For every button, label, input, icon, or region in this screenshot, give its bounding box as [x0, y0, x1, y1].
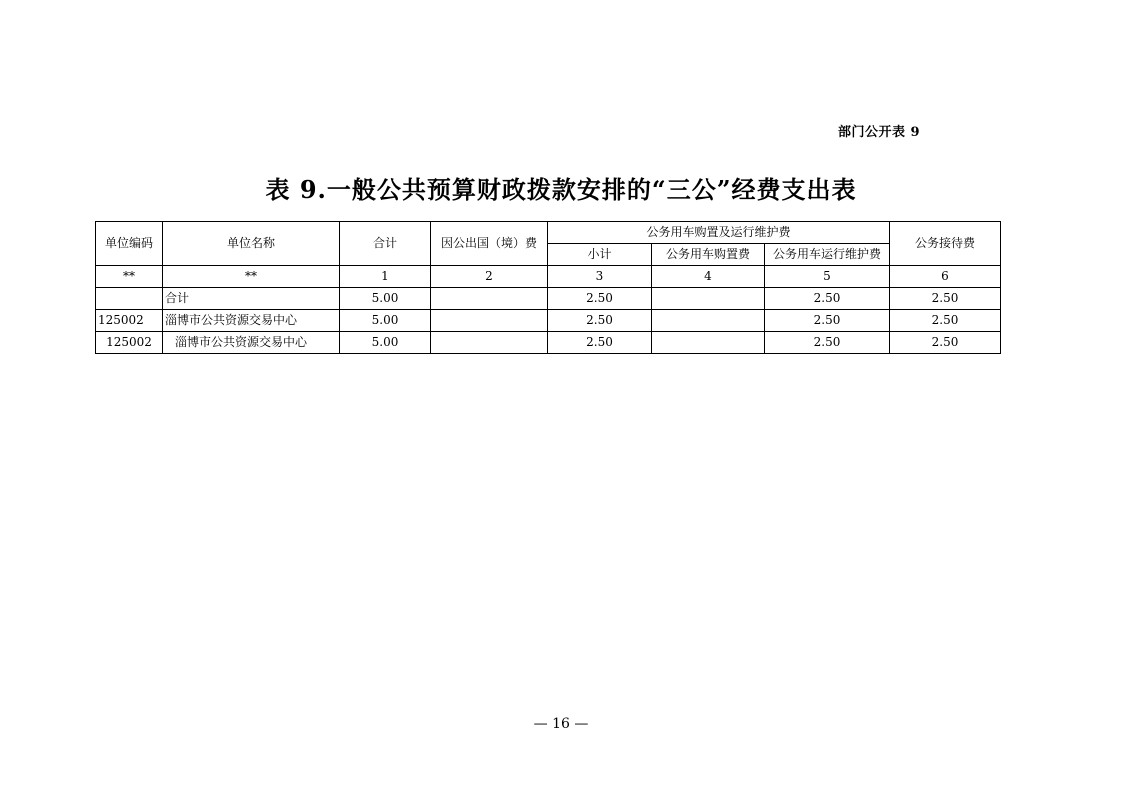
cell-overseas	[431, 288, 548, 310]
cell-unit-code: 125002	[96, 332, 163, 354]
cell-vehicle-purchase	[652, 310, 765, 332]
index-cell: **	[96, 266, 163, 288]
header-reception: 公务接待费	[890, 222, 1001, 266]
index-cell: 2	[431, 266, 548, 288]
cell-overseas	[431, 310, 548, 332]
index-cell: 6	[890, 266, 1001, 288]
cell-reception: 2.50	[890, 288, 1001, 310]
cell-vehicle-subtotal: 2.50	[548, 332, 652, 354]
cell-reception: 2.50	[890, 310, 1001, 332]
cell-unit-name: 合计	[163, 288, 340, 310]
cell-vehicle-subtotal: 2.50	[548, 288, 652, 310]
header-row-1	[96, 222, 1001, 244]
table-row	[96, 310, 1001, 332]
cell-reception: 2.50	[890, 332, 1001, 354]
cell-unit-name: 淄博市公共资源交易中心	[163, 332, 340, 354]
table-row	[96, 288, 1001, 310]
cell-total: 5.00	[340, 332, 431, 354]
header-vehicle-subtotal: 小计	[548, 244, 652, 266]
cell-unit-name: 淄博市公共资源交易中心	[163, 310, 340, 332]
expense-table	[95, 221, 1001, 354]
cell-total: 5.00	[340, 310, 431, 332]
cell-vehicle-purchase	[652, 332, 765, 354]
index-row	[96, 266, 1001, 288]
cell-vehicle-subtotal: 2.50	[548, 310, 652, 332]
header-total: 合计	[340, 222, 431, 266]
cell-vehicle-operation: 2.50	[765, 310, 890, 332]
cell-vehicle-operation: 2.50	[765, 332, 890, 354]
page-number: — 16 —	[533, 716, 589, 732]
header-vehicle-purchase: 公务用车购置费	[652, 244, 765, 266]
index-cell: **	[163, 266, 340, 288]
header-vehicle-operation: 公务用车运行维护费	[765, 244, 890, 266]
cell-vehicle-operation: 2.50	[765, 288, 890, 310]
header-overseas: 因公出国（境）费	[431, 222, 548, 266]
page-title: 表 9.一般公共预算财政拨款安排的“三公”经费支出表	[265, 175, 857, 204]
header-vehicle-group: 公务用车购置及运行维护费	[548, 222, 890, 244]
cell-unit-code	[96, 288, 163, 310]
index-cell: 5	[765, 266, 890, 288]
header-unit-name: 单位名称	[163, 222, 340, 266]
index-cell: 3	[548, 266, 652, 288]
header-unit-code: 单位编码	[96, 222, 163, 266]
cell-total: 5.00	[340, 288, 431, 310]
table-row	[96, 332, 1001, 354]
index-cell: 1	[340, 266, 431, 288]
cell-overseas	[431, 332, 548, 354]
document-label: 部门公开表 9	[838, 125, 921, 140]
cell-vehicle-purchase	[652, 288, 765, 310]
index-cell: 4	[652, 266, 765, 288]
cell-unit-code: 125002	[96, 310, 163, 332]
